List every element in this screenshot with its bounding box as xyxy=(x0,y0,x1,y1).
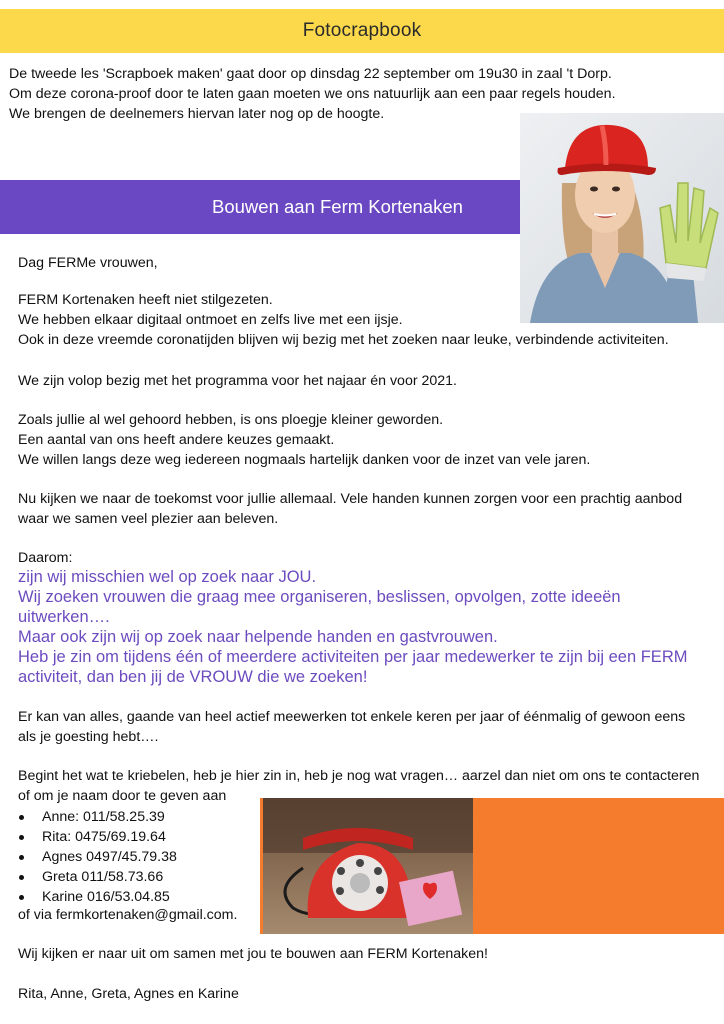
paragraph-line: Een aantal van ons heeft andere keuzes gemaakt. xyxy=(18,432,335,448)
letter-therefore xyxy=(18,548,708,568)
therefore-text: Daarom: xyxy=(18,550,73,566)
contact-item xyxy=(18,807,278,827)
paragraph-line: als je goesting hebt…. xyxy=(18,729,159,745)
letter-greeting xyxy=(18,253,708,273)
paragraph-line: Begint het wat te kriebelen, heb je hier zin in, heb je nog wat vragen… aarzel dan niet om ons te contacteren xyxy=(18,768,700,784)
bullet-icon xyxy=(19,855,24,860)
paragraph-line: Zoals jullie al wel gehoord hebben, is ons ploegje kleiner geworden. xyxy=(18,412,444,428)
header-title: Fotocrapbook xyxy=(302,20,422,41)
intro-line: We brengen de deelnemers hiervan later nog op de hoogte. xyxy=(9,106,385,122)
paragraph-line: Er kan van alles, gaande van heel actief meewerken tot enkele keren per jaar of éénmalig of gewoon eens xyxy=(18,709,686,725)
intro-line: De tweede les 'Scrapboek maken' gaat door op dinsdag 22 september om 19u30 in zaal 't Dorp. xyxy=(9,66,612,82)
paragraph-line: Ook in deze vreemde coronatijden blijven wij bezig met het zoeken naar leuke, verbindende activiteiten. xyxy=(18,332,669,348)
letter-paragraph-3 xyxy=(18,410,708,470)
paragraph-line: Nu kijken we naar de toekomst voor jullie allemaal. Vele handen kunnen zorgen voor een prachtig aanbod xyxy=(18,491,683,507)
contact-text: Anne: 011/58.25.39 xyxy=(42,809,165,825)
letter-paragraph-1 xyxy=(18,290,708,350)
highlight-line: Maar ook zijn wij op zoek naar helpende handen en gastvrouwen. xyxy=(18,628,498,646)
contact-item xyxy=(18,867,278,887)
contact-item xyxy=(18,827,278,847)
highlight-line: Heb je zin om tijdens één of meerdere activiteiten per jaar medewerker te zijn bij een FERM xyxy=(18,648,688,666)
contact-item xyxy=(18,847,278,867)
paragraph-line: waar we samen veel plezier aan beleven. xyxy=(18,511,279,527)
email-line xyxy=(18,905,708,925)
signature-line xyxy=(18,984,708,1004)
paragraph-line: We zijn volop bezig met het programma voor het najaar én voor 2021. xyxy=(18,373,458,389)
header-banner xyxy=(0,9,724,53)
letter-paragraph-2 xyxy=(18,371,708,391)
bullet-icon xyxy=(19,875,24,880)
section-banner xyxy=(0,180,520,234)
email-text[interactable]: of via fermkortenaken@gmail.com. xyxy=(18,907,238,923)
paragraph-line: of om je naam door te geven aan xyxy=(18,788,227,804)
highlight-text xyxy=(18,567,708,687)
bullet-icon xyxy=(19,835,24,840)
letter-paragraph-5 xyxy=(18,707,708,747)
closing-text: Wij kijken er naar uit om samen met jou te bouwen aan FERM Kortenaken! xyxy=(18,946,488,962)
highlight-line: uitwerken…. xyxy=(18,608,110,626)
paragraph-line: We willen langs deze weg iedereen nogmaals hartelijk danken voor de inzet van vele jaren. xyxy=(18,452,591,468)
paragraph-line: FERM Kortenaken heeft niet stilgezeten. xyxy=(18,292,273,308)
contact-item xyxy=(18,887,278,907)
greeting-text: Dag FERMe vrouwen, xyxy=(18,255,158,271)
letter-paragraph-4 xyxy=(18,489,708,529)
contact-list xyxy=(18,807,278,907)
highlight-line: activiteit, dan ben jij de VROUW die we zoeken! xyxy=(18,668,368,686)
paragraph-line: We hebben elkaar digitaal ontmoet en zelfs live met een ijsje. xyxy=(18,312,403,328)
highlight-line: zijn wij misschien wel op zoek naar JOU. xyxy=(18,568,317,586)
section-title: Bouwen aan Ferm Kortenaken xyxy=(212,196,463,217)
contact-text: Agnes 0497/45.79.38 xyxy=(42,849,177,865)
contact-text: Greta 011/58.73.66 xyxy=(42,869,164,885)
contact-text: Rita: 0475/69.19.64 xyxy=(42,829,166,845)
highlight-line: Wij zoeken vrouwen die graag mee organiseren, beslissen, opvolgen, zotte ideeën xyxy=(18,588,621,606)
closing-line xyxy=(18,944,708,964)
bullet-icon xyxy=(19,895,24,900)
intro-line: Om deze corona-proof door te laten gaan moeten we ons natuurlijk aan een paar regels houden. xyxy=(9,86,616,102)
bullet-icon xyxy=(19,815,24,820)
contact-text: Karine 016/53.04.85 xyxy=(42,889,170,905)
signature-text: Rita, Anne, Greta, Agnes en Karine xyxy=(18,986,239,1002)
